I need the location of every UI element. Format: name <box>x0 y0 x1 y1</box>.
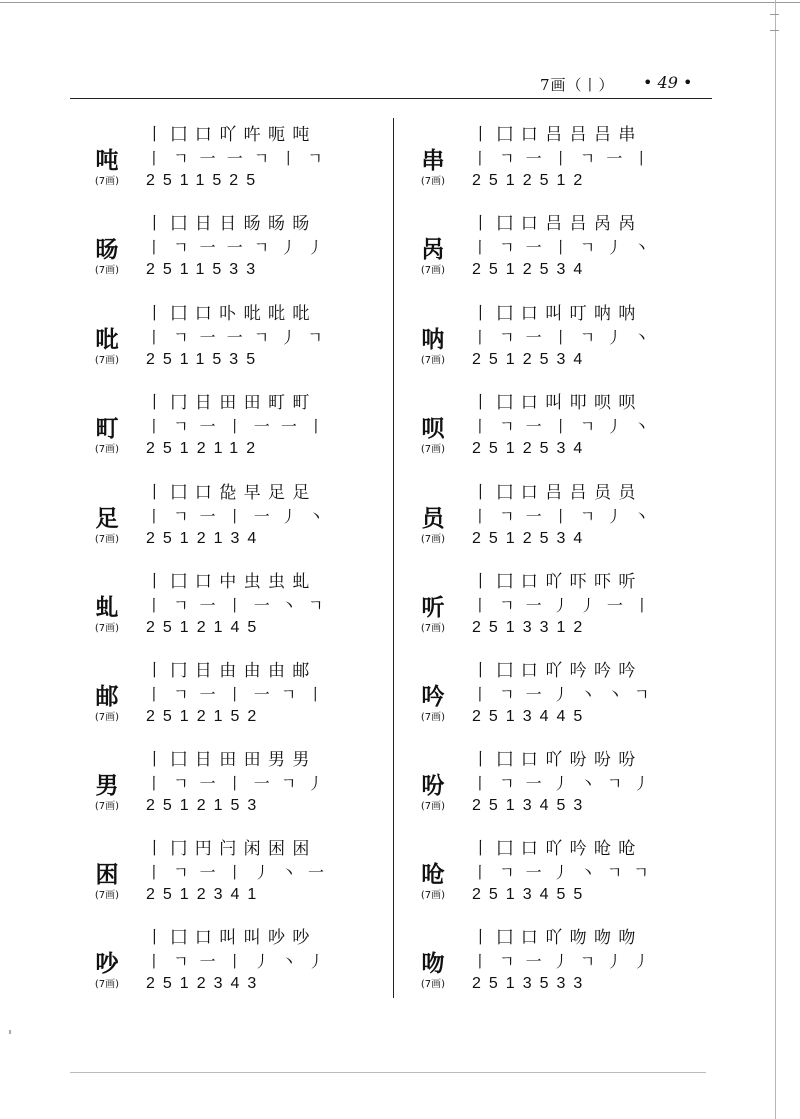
column-divider <box>393 118 394 998</box>
stroke-shapes: 丨 ㄱ 一 一 ㄱ 丿 ㄱ <box>146 328 326 347</box>
stroke-count: (7画) <box>420 801 446 812</box>
stroke-codes: 2511535 <box>146 351 264 368</box>
header-rule <box>70 98 712 99</box>
stroke-count: (7画) <box>420 534 446 545</box>
scan-edge-top <box>0 2 800 3</box>
stroke-stages: 丨 ⼞ ⼝ 吖 吩 吩 吩 <box>472 750 637 770</box>
headword: 员 <box>421 506 445 532</box>
stroke-stages: 丨 ⼞ ⼝ 卟 吡 吡 吡 <box>146 304 311 324</box>
stroke-count: (7画) <box>94 444 120 455</box>
entry-card <box>408 209 668 289</box>
stroke-shapes: 丨 ㄱ 一 丨 一 ㄱ 丨 <box>146 685 327 704</box>
stroke-count: (7画) <box>94 712 120 723</box>
stroke-stages: 丨 ⼞ ⼝ 吕 吕 员 员 <box>472 483 637 503</box>
scan-edge-right <box>775 0 776 1119</box>
stroke-codes: 2512152 <box>146 708 265 725</box>
entry-card <box>408 834 668 914</box>
stroke-codes: 2512341 <box>146 886 265 903</box>
stroke-count: (7画) <box>420 265 446 276</box>
stroke-count: (7画) <box>420 979 446 990</box>
stroke-stages: 丨 ⼞ ⼝ 中 虫 虫 虬 <box>146 572 311 592</box>
headword: 吵 <box>95 951 119 977</box>
stroke-count: (7画) <box>94 265 120 276</box>
stroke-stages: 丨 ⼞ ⼝ 吖 吟 吟 吟 <box>472 661 637 681</box>
stroke-shapes: 丨 ㄱ 一 丨 ㄱ 丿 丶 <box>472 238 653 257</box>
stroke-stages: 丨 冂 日 由 由 由 邮 <box>146 661 311 681</box>
stroke-count: (7画) <box>94 801 120 812</box>
stroke-codes: 2512534 <box>472 440 591 457</box>
headword: 呙 <box>421 237 445 263</box>
stroke-codes: 2512534 <box>472 351 591 368</box>
stroke-codes: 2511525 <box>146 172 264 189</box>
scan-tick <box>770 14 779 15</box>
stroke-stages: 丨 ⼞ 日 田 田 男 男 <box>146 750 311 770</box>
stroke-stages: 丨 ⼞ ⼝ 吕 吕 呙 呙 <box>472 214 637 234</box>
stroke-count: (7画) <box>420 176 446 187</box>
entry-card <box>82 120 342 200</box>
headword: 呗 <box>421 416 445 442</box>
stroke-codes: 2512112 <box>146 440 264 457</box>
entry-card <box>82 478 342 558</box>
scan-tick <box>770 30 779 31</box>
stroke-codes: 2512134 <box>146 530 265 547</box>
entry-card <box>82 923 342 1003</box>
stroke-shapes: 丨 ㄱ 一 一 ㄱ 丨 ㄱ <box>146 149 326 168</box>
stroke-count: (7画) <box>420 355 446 366</box>
headword: 虬 <box>95 595 119 621</box>
stroke-shapes: 丨 ㄱ 一 丨 一 ㄱ 丿 <box>146 774 327 793</box>
stroke-codes: 2511533 <box>146 261 264 278</box>
stroke-codes: 2513455 <box>472 886 591 903</box>
stroke-codes: 2513533 <box>472 975 591 992</box>
headword: 吟 <box>421 684 445 710</box>
stroke-shapes: 丨 ㄱ 一 丨 ㄱ 丿 丶 <box>472 507 653 526</box>
page-number: • 49 • <box>643 73 693 92</box>
stroke-codes: 2513312 <box>472 619 591 636</box>
stroke-count: (7画) <box>420 712 446 723</box>
entry-card <box>82 567 342 647</box>
stroke-shapes: 丨 ㄱ 一 丨 ㄱ 一 丨 <box>472 149 653 168</box>
entry-card <box>408 745 668 825</box>
headword: 困 <box>95 862 119 888</box>
entry-card <box>82 834 342 914</box>
stroke-codes: 2512343 <box>146 975 265 992</box>
stroke-count: (7画) <box>94 890 120 901</box>
stroke-codes: 2513445 <box>472 708 591 725</box>
stroke-codes: 2512534 <box>472 261 591 278</box>
stroke-shapes: 丨 ㄱ 一 丿 丿 一 丨 <box>472 596 653 615</box>
stroke-codes: 2512153 <box>146 797 265 814</box>
stroke-count: (7画) <box>94 355 120 366</box>
headword: 吻 <box>421 951 445 977</box>
headword: 吨 <box>95 148 119 174</box>
headword: 男 <box>95 773 119 799</box>
stroke-shapes: 丨 ㄱ 一 丿 丶 丶 ㄱ <box>472 685 653 704</box>
entry-card <box>82 299 342 379</box>
stroke-codes: 2513453 <box>472 797 591 814</box>
stroke-shapes: 丨 ㄱ 一 丨 ㄱ 丿 丶 <box>472 328 653 347</box>
stroke-stages: 丨 ⼞ 日 日 旸 旸 旸 <box>146 214 311 234</box>
headword: 呐 <box>421 327 445 353</box>
stroke-codes: 2512145 <box>146 619 265 636</box>
headword: 足 <box>95 506 119 532</box>
headword: 吩 <box>421 773 445 799</box>
headword: 旸 <box>95 237 119 263</box>
entry-card <box>408 478 668 558</box>
stroke-shapes: 丨 ㄱ 一 丨 一 丿 丶 <box>146 507 327 526</box>
footer-rule <box>70 1072 706 1073</box>
stroke-count: (7画) <box>94 534 120 545</box>
stroke-stages: 丨 ⼞ ⼝ 吖 吻 吻 吻 <box>472 928 637 948</box>
headword: 邮 <box>95 684 119 710</box>
stroke-shapes: 丨 ㄱ 一 丿 丶 ㄱ 丿 <box>472 774 653 793</box>
stroke-count: (7画) <box>420 890 446 901</box>
stroke-stages: 丨 ⼞ ⼝ 叫 叫 吵 吵 <box>146 928 311 948</box>
entry-card <box>82 209 342 289</box>
entry-card <box>408 923 668 1003</box>
stroke-stages: 丨 冂 日 田 田 町 町 <box>146 393 311 413</box>
stroke-count: (7画) <box>94 979 120 990</box>
headword: 呛 <box>421 862 445 888</box>
stroke-shapes: 丨 ㄱ 一 丿 丶 ㄱ ㄱ <box>472 863 652 882</box>
stroke-shapes: 丨 ㄱ 一 丿 ㄱ 丿 丿 <box>472 952 653 971</box>
entry-card <box>408 299 668 379</box>
headword: 町 <box>95 416 119 442</box>
stroke-count: (7画) <box>94 176 120 187</box>
entry-card <box>408 120 668 200</box>
entry-card <box>82 656 342 736</box>
stroke-stages: 丨 ⼞ ⼝ 㖌 早 足 足 <box>146 483 311 503</box>
entry-card <box>408 567 668 647</box>
stroke-stages: 丨 ⼞ ⼝ 吖 吘 呃 吨 <box>146 125 311 145</box>
stroke-count: (7画) <box>94 623 120 634</box>
headword: 串 <box>421 148 445 174</box>
entry-card <box>82 388 342 468</box>
stroke-shapes: 丨 ㄱ 一 丨 丿 丶 一 <box>146 863 327 882</box>
stroke-codes: 2512512 <box>472 172 591 189</box>
entry-card <box>408 388 668 468</box>
stroke-stages: 丨 ⼞ ⼝ 叫 叩 呗 呗 <box>472 393 637 413</box>
stroke-count: (7画) <box>420 444 446 455</box>
stroke-shapes: 丨 ㄱ 一 一 ㄱ 丿 丿 <box>146 238 327 257</box>
stroke-shapes: 丨 ㄱ 一 丨 一 丶 ㄱ <box>146 596 327 615</box>
headword: 听 <box>421 595 445 621</box>
stroke-stages: 丨 ⼞ ⼝ 叫 叮 呐 呐 <box>472 304 637 324</box>
scan-speck <box>9 1030 11 1034</box>
stroke-codes: 2512534 <box>472 530 591 547</box>
stroke-count: (7画) <box>420 623 446 634</box>
stroke-stages: 丨 ⼞ ⼝ 吖 吓 吓 听 <box>472 572 637 592</box>
entry-card <box>82 745 342 825</box>
headword: 吡 <box>95 327 119 353</box>
stroke-stages: 丨 冂 円 闩 闲 困 困 <box>146 839 311 859</box>
stroke-shapes: 丨 ㄱ 一 丨 丿 丶 丿 <box>146 952 327 971</box>
entry-card <box>408 656 668 736</box>
running-head: 7画（丨） <box>540 76 615 94</box>
stroke-stages: 丨 ⼞ ⼝ 吕 吕 吕 串 <box>472 125 637 145</box>
stroke-shapes: 丨 ㄱ 一 丨 ㄱ 丿 丶 <box>472 417 653 436</box>
stroke-stages: 丨 ⼞ ⼝ 吖 吟 呛 呛 <box>472 839 637 859</box>
stroke-shapes: 丨 ㄱ 一 丨 一 一 丨 <box>146 417 327 436</box>
